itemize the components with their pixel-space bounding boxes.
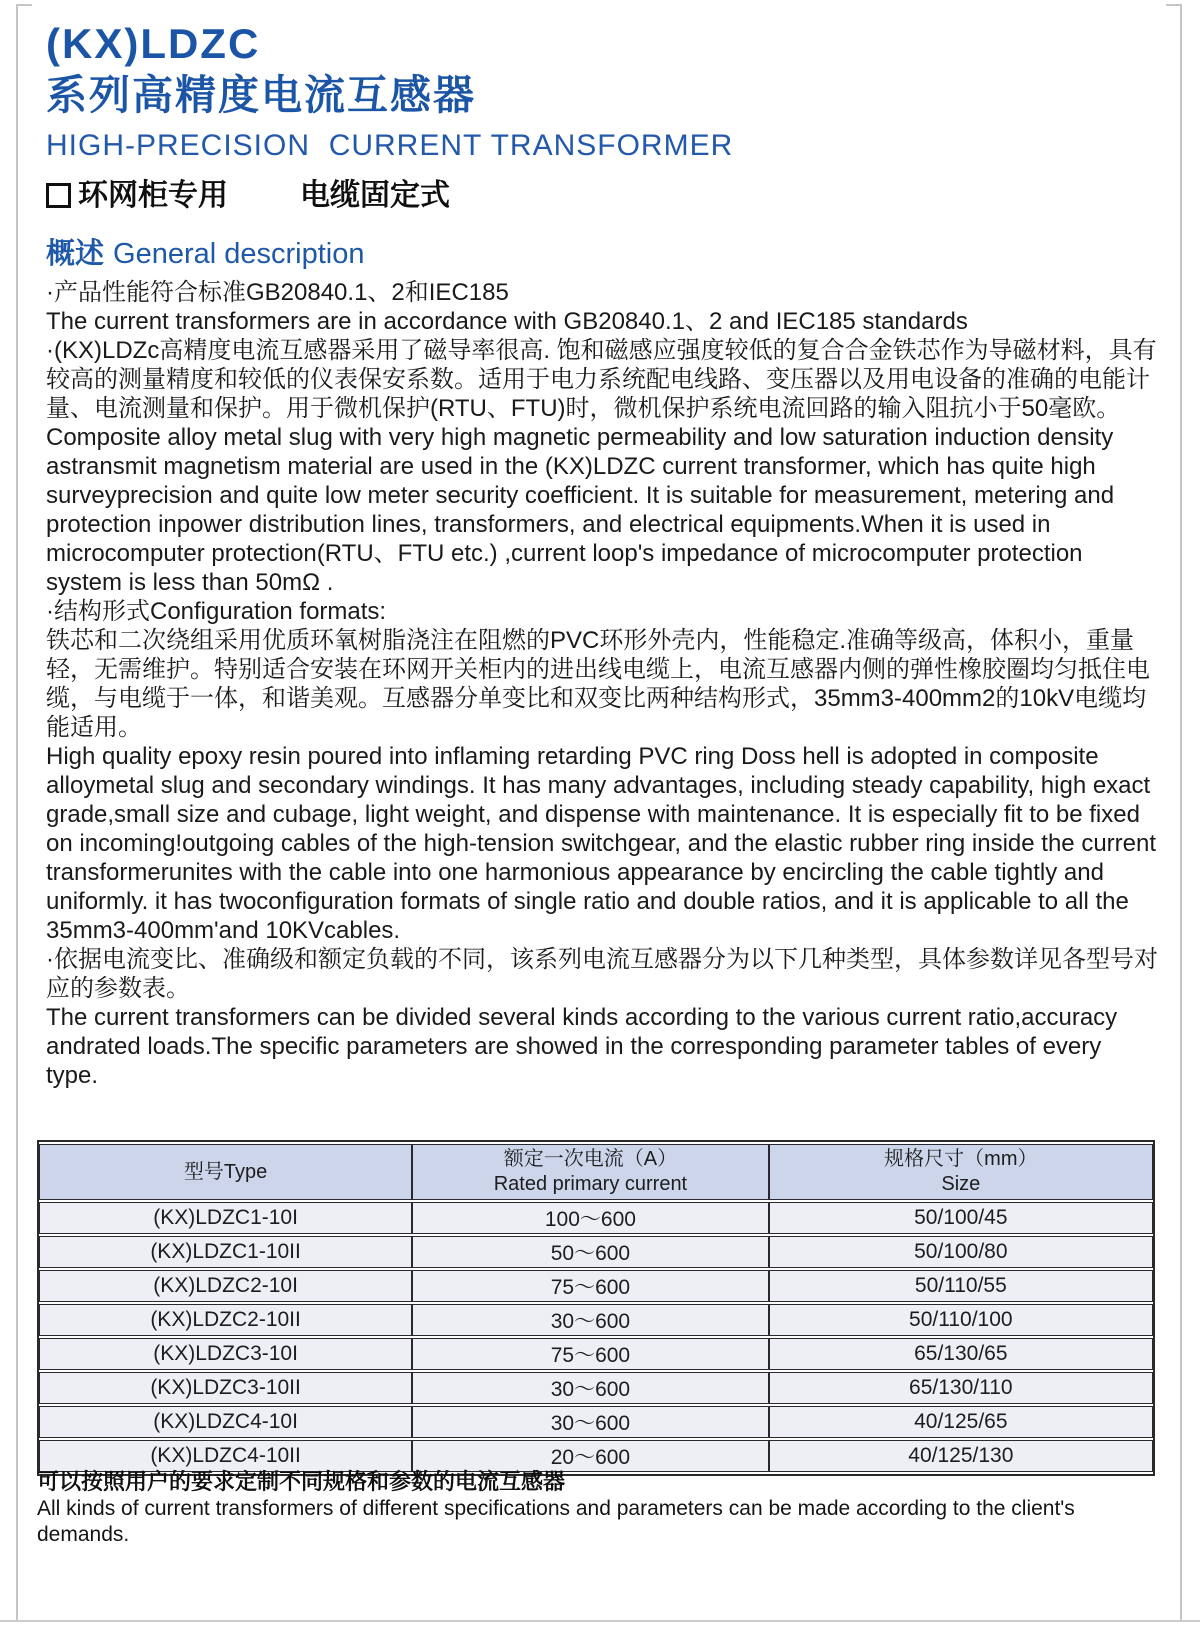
- paragraph-standards-en: The current transformers are in accordance with GB20840.1、2 and IEC185 standards: [46, 308, 968, 335]
- col-header-size-zh: 规格尺寸（mm）: [884, 1148, 1038, 1170]
- cell-type: (KX)LDZC3-10II: [39, 1372, 412, 1404]
- custom-order-note-zh: 可以按照用户的要求定制不同规格和参数的电流互感器: [37, 1469, 566, 1494]
- paragraph-standards-zh: ·产品性能符合标准GB20840.1、2和IEC185: [46, 279, 509, 306]
- cell-size: 40/125/65: [769, 1406, 1153, 1438]
- subtitle-cable-fixed: 电缆固定式: [300, 178, 450, 212]
- section-heading-en: General description: [113, 237, 365, 270]
- cell-current: 30～600: [412, 1372, 768, 1404]
- table-row: [39, 1304, 1153, 1336]
- cell-current: 30～600: [412, 1406, 768, 1438]
- parameter-table: [37, 1140, 1155, 1476]
- cell-type: (KX)LDZC1-10II: [39, 1236, 412, 1268]
- section-heading: [46, 239, 1158, 271]
- cell-current: 30～600: [412, 1304, 768, 1336]
- checkbox-icon: [46, 183, 71, 208]
- cell-size: 40/125/130: [769, 1440, 1153, 1472]
- page-border-tick-top-right: [1166, 4, 1182, 6]
- cell-current: 50～600: [412, 1236, 768, 1268]
- table-row: [39, 1202, 1153, 1234]
- table-header-row: [39, 1144, 1153, 1200]
- col-header-rated-current-zh: 额定一次电流（A）: [503, 1148, 678, 1170]
- col-header-type-zh: 型号Type: [183, 1160, 268, 1183]
- cell-size: 50/100/80: [769, 1236, 1153, 1268]
- cell-type: (KX)LDZC3-10I: [39, 1338, 412, 1370]
- col-header-size-en: Size: [941, 1173, 981, 1195]
- paragraph-types-en: The current transformers can be divided several kinds according to the various current ratio,accuracy andrated loads.The specific parameters are showed in the corresponding parameter tables of every type.: [46, 1004, 1118, 1089]
- page-content: [37, 0, 1158, 1640]
- cell-size: 50/110/55: [769, 1270, 1153, 1302]
- cell-size: 65/130/110: [769, 1372, 1153, 1404]
- cell-current: 75～600: [412, 1338, 768, 1370]
- page-border-tick-top-left: [16, 4, 32, 6]
- paragraph-material-zh: ·(KX)LDZc高精度电流互感器采用了磁导率很高. 饱和磁感应强度较低的复合合金铁芯作为导磁材料，具有较高的测量精度和较低的仪表保安系数。适用于电力系统配电线路、变压器以及用电设备的准确的电能计量、电流测量和保护。用于微机保护(RTU、FTU)时，微机保护系统电流回路的输入阻抗小于50毫欧。: [46, 337, 1157, 422]
- paragraph-types-zh: ·依据电流变比、准确级和额定负载的不同，该系列电流互感器分为以下几种类型，具体参数详见各型号对应的参数表。: [46, 946, 1158, 1002]
- cell-type: (KX)LDZC2-10I: [39, 1270, 412, 1302]
- footer-notes: [37, 1468, 1167, 1548]
- cell-current: 100～600: [412, 1202, 768, 1234]
- paragraph-config-en: High quality epoxy resin poured into inflaming retarding PVC ring Doss hell is adopted in composite alloymetal slug and secondary windings. It has many advantages, including steady capability, high exact grade,small size and cubage, light weight, and dispense with maintenance. It is especially fit to be fixed on incoming!outgoing cables of the high-tension switchgear, and the elastic rubber ring inside the current transformerunites with the cable into one harmonious appearance by encircling the cable tightly and uniformly. it has twoconfiguration formats of single ratio and double ratios, and it is applicable to all the 35mm3-400mm'and 10KVcables.: [46, 743, 1157, 944]
- table-row: [39, 1236, 1153, 1268]
- table-row: [39, 1406, 1153, 1438]
- col-header-rated-current-en: Rated primary current: [493, 1173, 688, 1195]
- cell-type: (KX)LDZC2-10II: [39, 1304, 412, 1336]
- product-series-code: (KX)LDZC: [46, 20, 261, 67]
- description-body: [46, 278, 1158, 1090]
- paragraph-material-en: Composite alloy metal slug with very high magnetic permeability and low saturation induction density astransmit magnetism material are used in the (KX)LDZC current transformer, which has quite high surveyprecision and quite low meter security coefficient. It is suitable for measurement, metering and protection inpower distribution lines, transformers, and electrical equipments.When it is used in microcomputer protection(RTU、FTU etc.) ,current loop's impedance of microcomputer protection system is less than 50mΩ .: [46, 424, 1115, 596]
- table-row: [39, 1338, 1153, 1370]
- paragraph-config-zh: 铁芯和二次绕组采用优质环氧树脂浇注在阻燃的PVC环形外壳内，性能稳定.准确等级高，体积小，重量轻，无需维护。特别适合安装在环网开关柜内的进出线电缆上，电流互感器内侧的弹性橡胶圈均匀抵住电缆，与电缆于一体，和谐美观。互感器分单变比和双变比两种结构形式，35mm3-400mm2的10kV电缆均能适用。: [46, 627, 1150, 741]
- cell-size: 50/100/45: [769, 1202, 1153, 1234]
- cell-type: (KX)LDZC4-10I: [39, 1406, 412, 1438]
- page-border-left: [16, 4, 18, 1620]
- cell-size: 65/130/65: [769, 1338, 1153, 1370]
- cell-type: (KX)LDZC1-10I: [39, 1202, 412, 1234]
- cell-size: 50/110/100: [769, 1304, 1153, 1336]
- product-title-en: HIGH-PRECISION CURRENT TRANSFORMER: [46, 129, 734, 163]
- product-title-zh: 系列高精度电流互感器: [46, 72, 476, 119]
- paragraph-config-heading: ·结构形式Configuration formats:: [46, 598, 387, 625]
- table-row: [39, 1372, 1153, 1404]
- col-header-type: [39, 1144, 412, 1200]
- custom-order-note-en: All kinds of current transformers of different specifications and parameters can be made according to the client's demands.: [37, 1497, 1075, 1546]
- subtitle-ring-main-unit: 环网柜专用: [78, 178, 228, 212]
- page-border-right: [1180, 4, 1182, 1620]
- col-header-rated-current: [412, 1144, 768, 1200]
- table-row: [39, 1270, 1153, 1302]
- subtitle-row: [46, 179, 1158, 212]
- col-header-size: [769, 1144, 1153, 1200]
- section-heading-zh: 概述: [46, 237, 105, 270]
- cell-current: 75～600: [412, 1270, 768, 1302]
- cell-type: (KX)LDZC4-10II: [39, 1440, 412, 1472]
- cell-current: 20～600: [412, 1440, 768, 1472]
